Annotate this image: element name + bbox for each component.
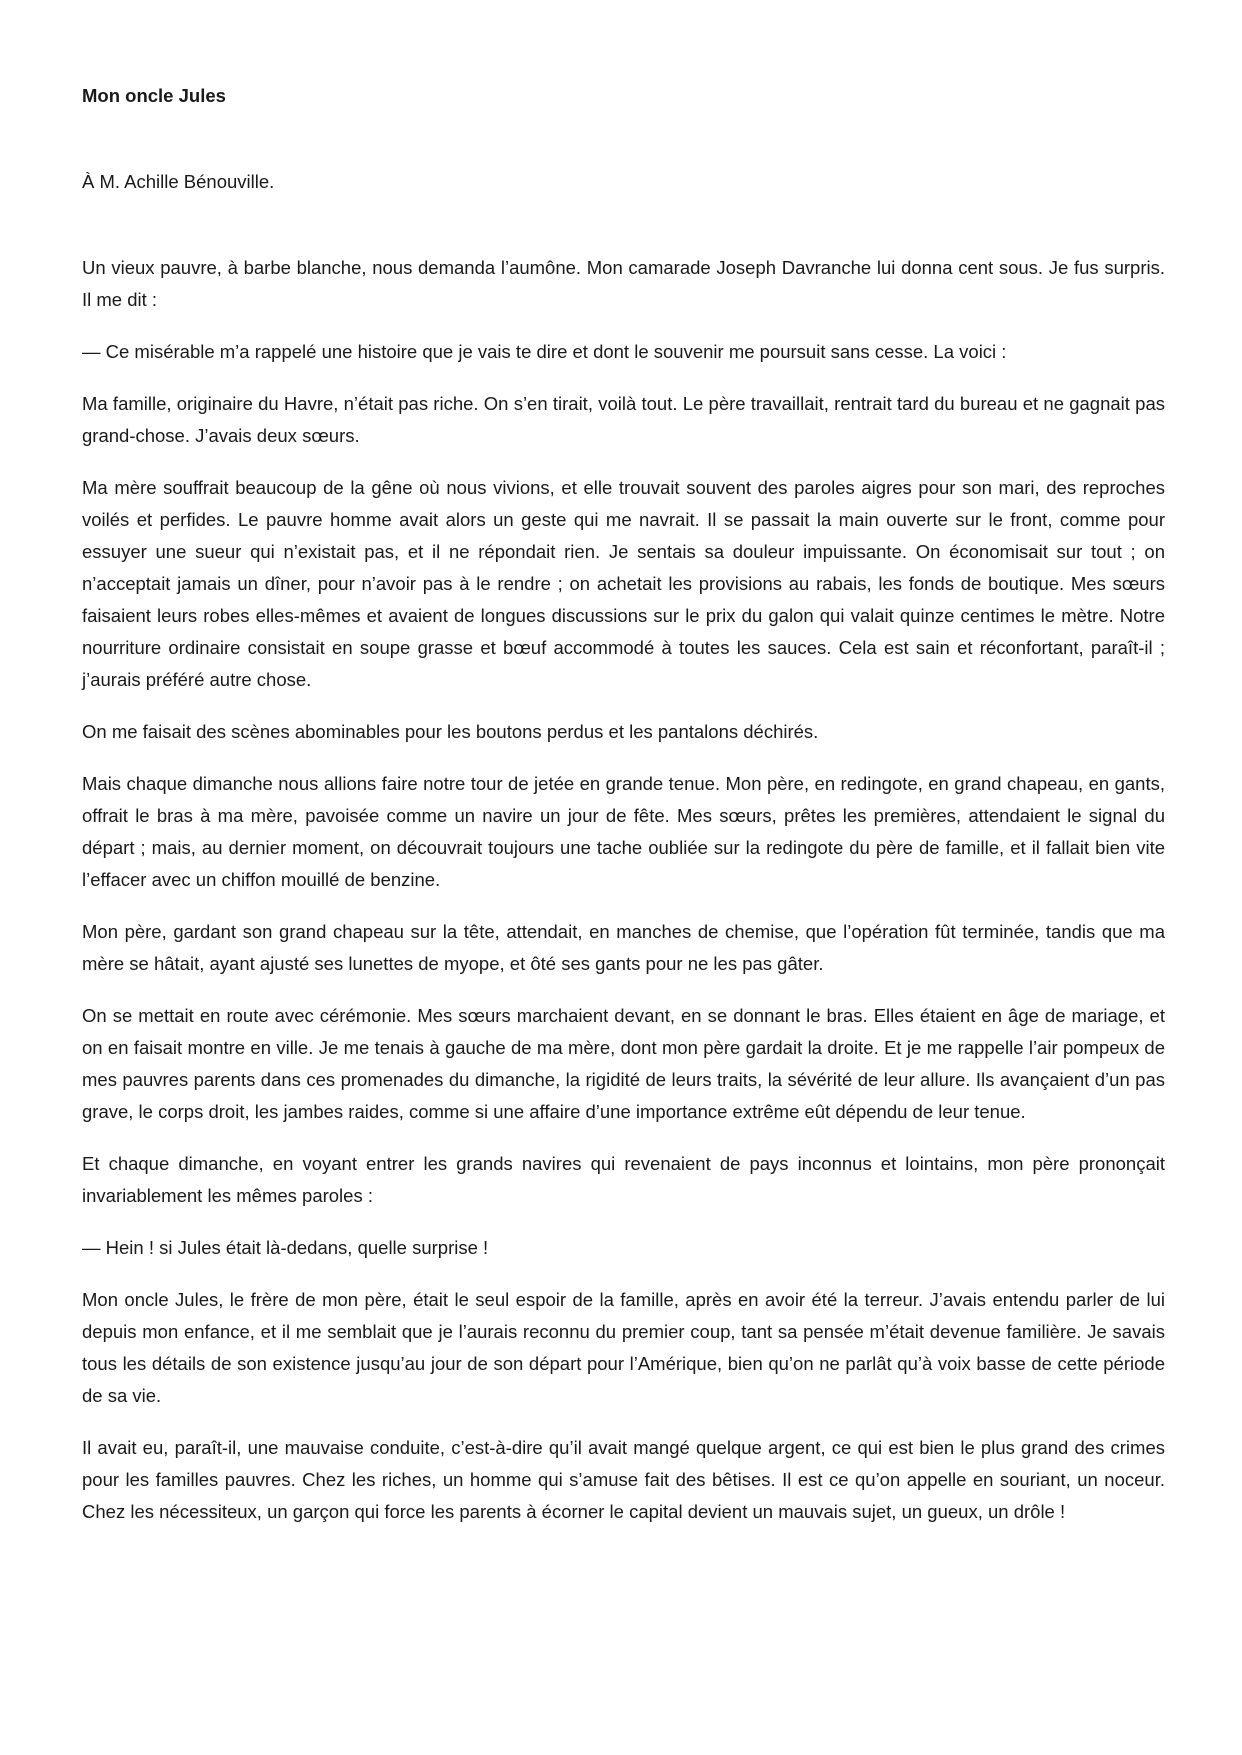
paragraph: Il avait eu, paraît-il, une mauvaise conduite, c’est-à-dire qu’il avait mangé quelque argent, ce qui est bien le plus grand des crimes pour les familles pauvres. Chez les riches, un homme qui s’amuse fait des bêtises. Il est ce qu’on appelle en souriant, un noceur. Chez les nécessiteux, un garçon qui force les parents à écorner le capital devient un mauvais sujet, un gueux, un drôle !: [82, 1437, 1165, 1522]
paragraph: — Hein ! si Jules était là-dedans, quelle surprise !: [82, 1237, 489, 1258]
paragraph: Un vieux pauvre, à barbe blanche, nous demanda l’aumône. Mon camarade Joseph Davranche lui donna cent sous. Je fus surpris. Il me dit :: [82, 257, 1165, 310]
document-title: Mon oncle Jules: [82, 85, 226, 106]
paragraph: Et chaque dimanche, en voyant entrer les grands navires qui revenaient de pays inconnus et lointains, mon père prononçait invariablement les mêmes paroles :: [82, 1153, 1165, 1206]
paragraph: Ma famille, originaire du Havre, n’était pas riche. On s’en tirait, voilà tout. Le père travaillait, rentrait tard du bureau et ne gagnait pas grand-chose. J’avais deux sœurs.: [82, 393, 1165, 446]
document-page: [82, 80, 1165, 1548]
dedication: À M. Achille Bénouville.: [82, 171, 275, 192]
paragraph: — Ce misérable m’a rappelé une histoire que je vais te dire et dont le souvenir me poursuit sans cesse. La voici :: [82, 341, 1007, 362]
paragraph: Mon père, gardant son grand chapeau sur la tête, attendait, en manches de chemise, que l’opération fût terminée, tandis que ma mère se hâtait, ayant ajusté ses lunettes de myope, et ôté ses gants pour ne les pas gâter.: [82, 921, 1165, 974]
paragraph: Mon oncle Jules, le frère de mon père, était le seul espoir de la famille, après en avoir été la terreur. J’avais entendu parler de lui depuis mon enfance, et il me semblait que je l’aurais reconnu du premier coup, tant sa pensée m’était devenue familière. Je savais tous les détails de son existence jusqu’au jour de son départ pour l’Amérique, bien qu’on ne parlât qu’à voix basse de cette période de sa vie.: [82, 1289, 1165, 1406]
paragraph: Mais chaque dimanche nous allions faire notre tour de jetée en grande tenue. Mon père, en redingote, en grand chapeau, en gants, offrait le bras à ma mère, pavoisée comme un navire un jour de fête. Mes sœurs, prêtes les premières, attendaient le signal du départ ; mais, au dernier moment, on découvrait toujours une tache oubliée sur la redingote du père de famille, et il fallait bien vite l’effacer avec un chiffon mouillé de benzine.: [82, 773, 1165, 890]
paragraph: Ma mère souffrait beaucoup de la gêne où nous vivions, et elle trouvait souvent des paroles aigres pour son mari, des reproches voilés et perfides. Le pauvre homme avait alors un geste qui me navrait. Il se passait la main ouverte sur le front, comme pour essuyer une sueur qui n’existait pas, et il ne répondait rien. Je sentais sa douleur impuissante. On économisait sur tout ; on n’acceptait jamais un dîner, pour n’avoir pas à le rendre ; on achetait les provisions au rabais, les fonds de boutique. Mes sœurs faisaient leurs robes elles-mêmes et avaient de longues discussions sur le prix du galon qui valait quinze centimes le mètre. Notre nourriture ordinaire consistait en soupe grasse et bœuf accommodé à toutes les sauces. Cela est sain et réconfortant, paraît-il ; j’aurais préféré autre chose.: [82, 477, 1165, 690]
paragraph: On me faisait des scènes abominables pour les boutons perdus et les pantalons déchirés.: [82, 721, 819, 742]
paragraph: On se mettait en route avec cérémonie. Mes sœurs marchaient devant, en se donnant le bras. Elles étaient en âge de mariage, et on en faisait montre en ville. Je me tenais à gauche de ma mère, dont mon père gardait la droite. Et je me rappelle l’air pompeux de mes pauvres parents dans ces promenades du dimanche, la rigidité de leurs traits, la sévérité de leur allure. Ils avançaient d’un pas grave, le corps droit, les jambes raides, comme si une affaire d’une importance extrême eût dépendu de leur tenue.: [82, 1005, 1165, 1122]
